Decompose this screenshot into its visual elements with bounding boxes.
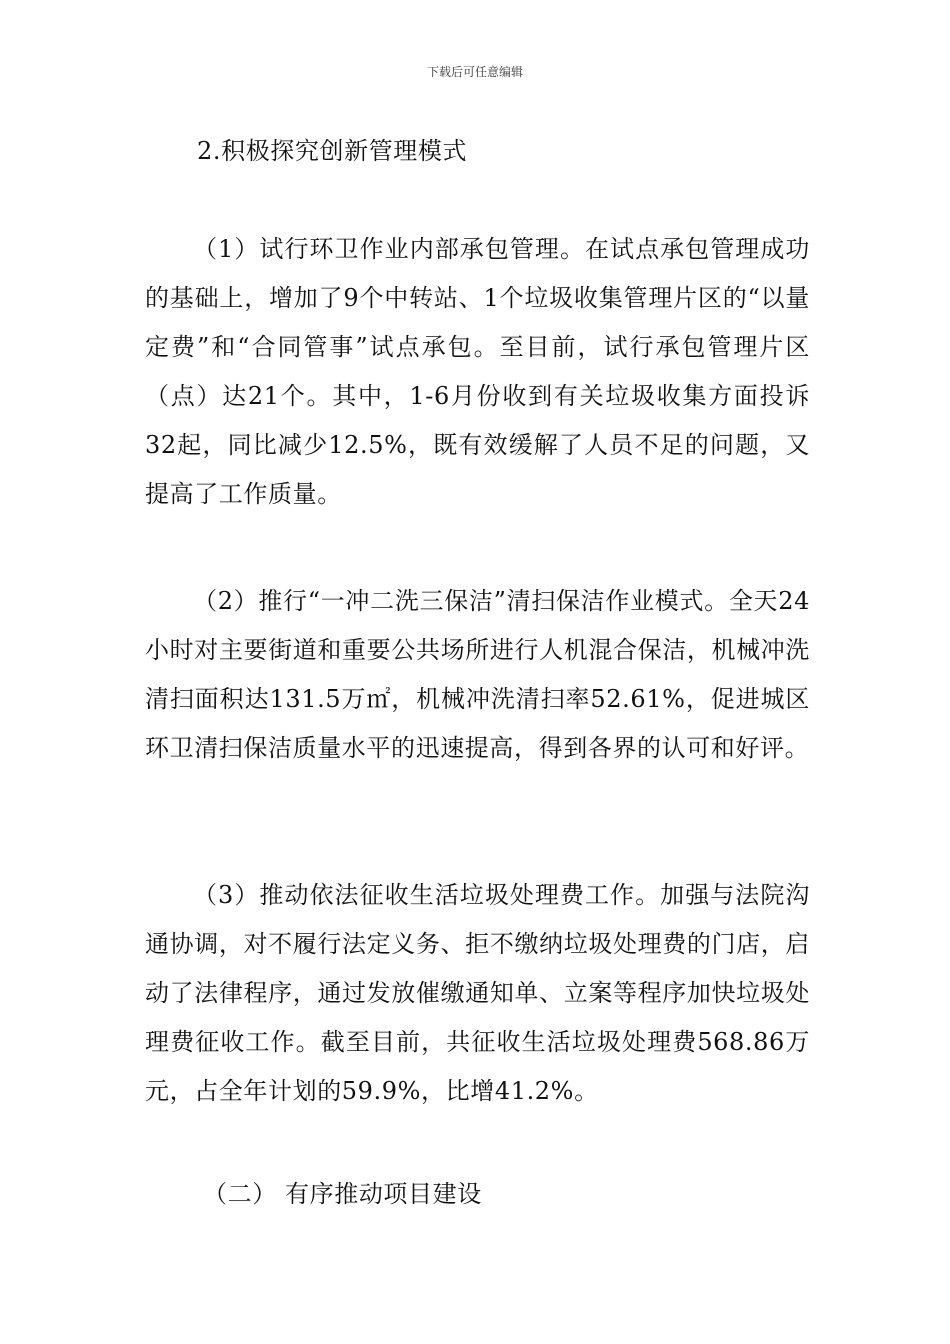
section-heading-project-construction: （二） 有序推动项目建设 — [203, 1180, 482, 1208]
paragraph-cleaning-mode: （2）推行“一冲二洗三保洁”清扫保洁作业模式。全天24小时对主要街道和重要公共场所进行人机混合保洁，机械冲洗清扫面积达131.5万㎡，机械冲洗清扫率52.61%，促进城区环卫清扫保洁质量水平的迅速提高，得到各界的认可和好评。 — [145, 587, 810, 762]
section-heading-management-mode: 2.积极探究创新管理模式 — [197, 137, 468, 165]
paragraph-fee-collection: （3）推动依法征收生活垃圾处理费工作。加强与法院沟通协调，对不履行法定义务、拒不缴纳垃圾处理费的门店，启动了法律程序，通过发放催缴通知单、立案等程序加快垃圾处理费征收工作。截至目前，共征收生活垃圾处理费568.86万元，占全年计划的59.9%，比增41.2%。 — [145, 881, 810, 1105]
page-header-note: 下载后可任意编辑 — [426, 65, 523, 79]
paragraph-contract-management: （1）试行环卫作业内部承包管理。在试点承包管理成功的基础上，增加了9个中转站、1个垃圾收集管理片区的“以量定费”和“合同管事”试点承包。至目前，试行承包管理片区（点）达21个。其中，1-6月份收到有关垃圾收集方面投诉32起，同比减少12.5%，既有效缓解了人员不足的问题，又提高了工作质量。 — [145, 235, 810, 508]
